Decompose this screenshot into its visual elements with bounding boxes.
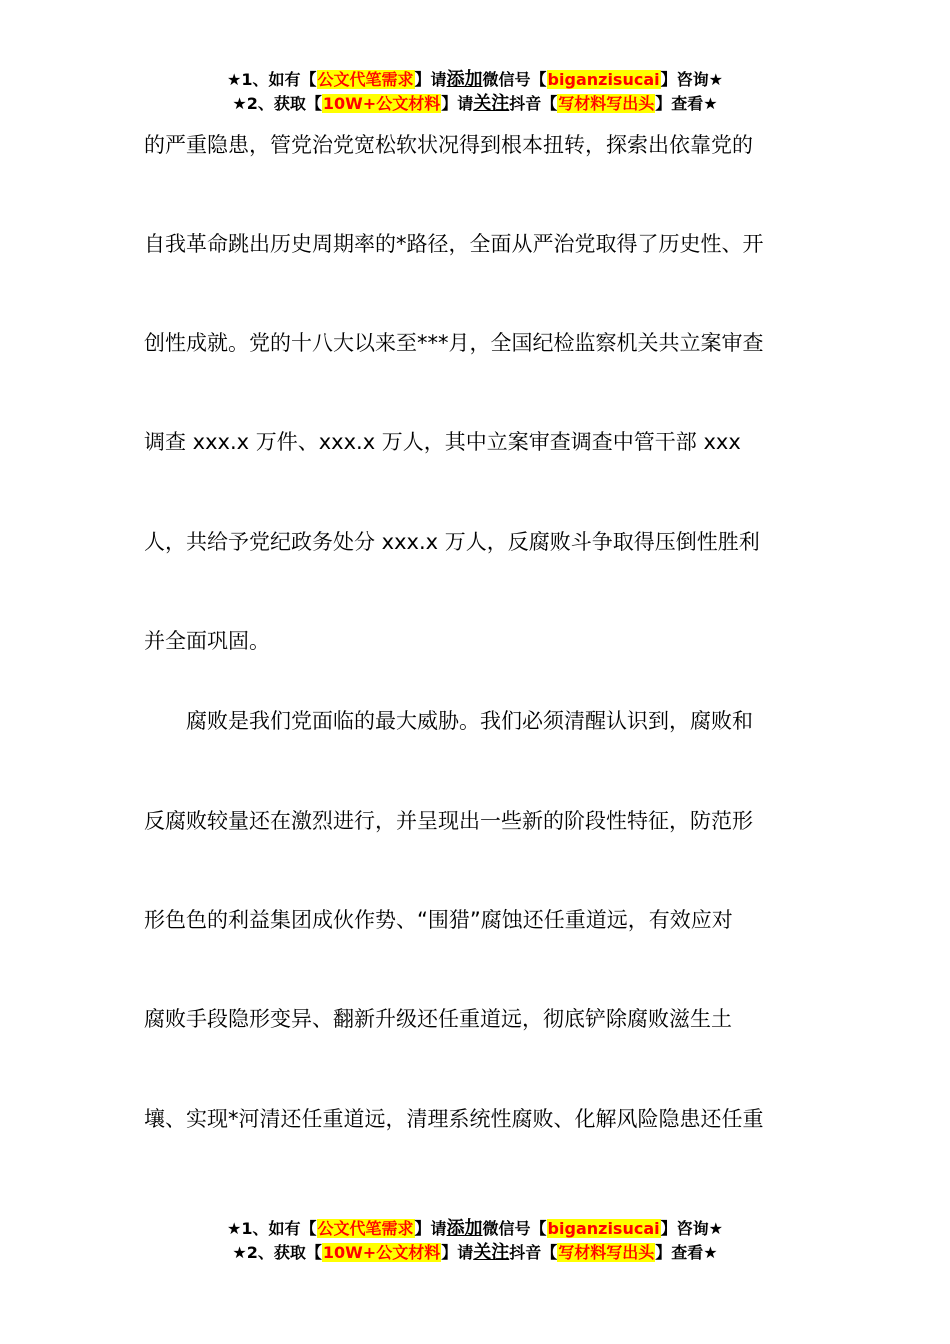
highlight-service: 公文代笔需求 (317, 1219, 414, 1238)
highlight-materials: 10W+公文材料 (322, 94, 441, 113)
body-line-10: 腐败手段隐形变异、翻新升级还任重道远，彻底铲除腐败滋生土 (144, 1007, 732, 1031)
footer-banner (0, 1217, 950, 1265)
banner-text: 微信号【 (482, 1219, 547, 1238)
banner-text: 】查看★ (655, 94, 718, 113)
banner-text: 】咨询★ (660, 1219, 723, 1238)
body-line-5: 人，共给予党纪政务处分 xxx.x 万人，反腐败斗争取得压倒性胜利 (144, 530, 760, 554)
body-line-6: 并全面巩固。 (144, 629, 270, 653)
banner-text: 】请 (414, 1219, 447, 1238)
banner-line-2 (0, 1241, 950, 1265)
highlight-douyin-account: 写材料写出头 (558, 94, 655, 113)
banner-text: ★2、获取【 (232, 94, 322, 113)
banner-text: 】查看★ (655, 1243, 718, 1262)
body-line-4: 调查 xxx.x 万件、xxx.x 万人，其中立案审查调查中管干部 xxx (144, 430, 741, 454)
banner-text: ★1、如有【 (227, 70, 317, 89)
banner-line-2 (0, 92, 950, 116)
banner-text: ★1、如有【 (227, 1219, 317, 1238)
banner-text: 】请 (441, 94, 474, 113)
underlined-text: 添加 (446, 69, 483, 90)
body-line-9: 形色色的利益集团成伙作势、“围猎”腐蚀还任重道远，有效应对 (144, 908, 733, 932)
underlined-text: 添加 (446, 1218, 483, 1239)
banner-text: 】咨询★ (660, 70, 723, 89)
body-line-3: 创性成就。党的十八大以来至***月，全国纪检监察机关共立案审查 (144, 331, 764, 355)
banner-text: 】请 (441, 1243, 474, 1262)
banner-text: 】请 (414, 70, 447, 89)
highlight-service: 公文代笔需求 (317, 70, 414, 89)
highlight-materials: 10W+公文材料 (322, 1243, 441, 1262)
body-line-7: 腐败是我们党面临的最大威胁。我们必须清醒认识到，腐败和 (144, 709, 753, 733)
highlight-wechat-id: biganzisucai (547, 1219, 660, 1238)
banner-line-1 (0, 68, 950, 92)
body-line-11: 壤、实现*河清还任重道远，清理系统性腐败、化解风险隐患还任重 (144, 1107, 764, 1131)
body-line-8: 反腐败较量还在激烈进行，并呈现出一些新的阶段性特征，防范形 (144, 809, 753, 833)
body-line-1: 的严重隐患，管党治党宽松软状况得到根本扭转，探索出依靠党的 (144, 133, 753, 157)
highlight-wechat-id: biganzisucai (547, 70, 660, 89)
banner-line-1 (0, 1217, 950, 1241)
underlined-text: 关注 (473, 1242, 510, 1263)
highlight-douyin-account: 写材料写出头 (558, 1243, 655, 1262)
banner-text: 微信号【 (482, 70, 547, 89)
header-banner (0, 68, 950, 116)
body-line-2: 自我革命跳出历史周期率的*路径，全面从严治党取得了历史性、开 (144, 232, 764, 256)
banner-text: 抖音【 (509, 1243, 558, 1262)
banner-text: 抖音【 (509, 94, 558, 113)
banner-text: ★2、获取【 (232, 1243, 322, 1262)
underlined-text: 关注 (473, 93, 510, 114)
